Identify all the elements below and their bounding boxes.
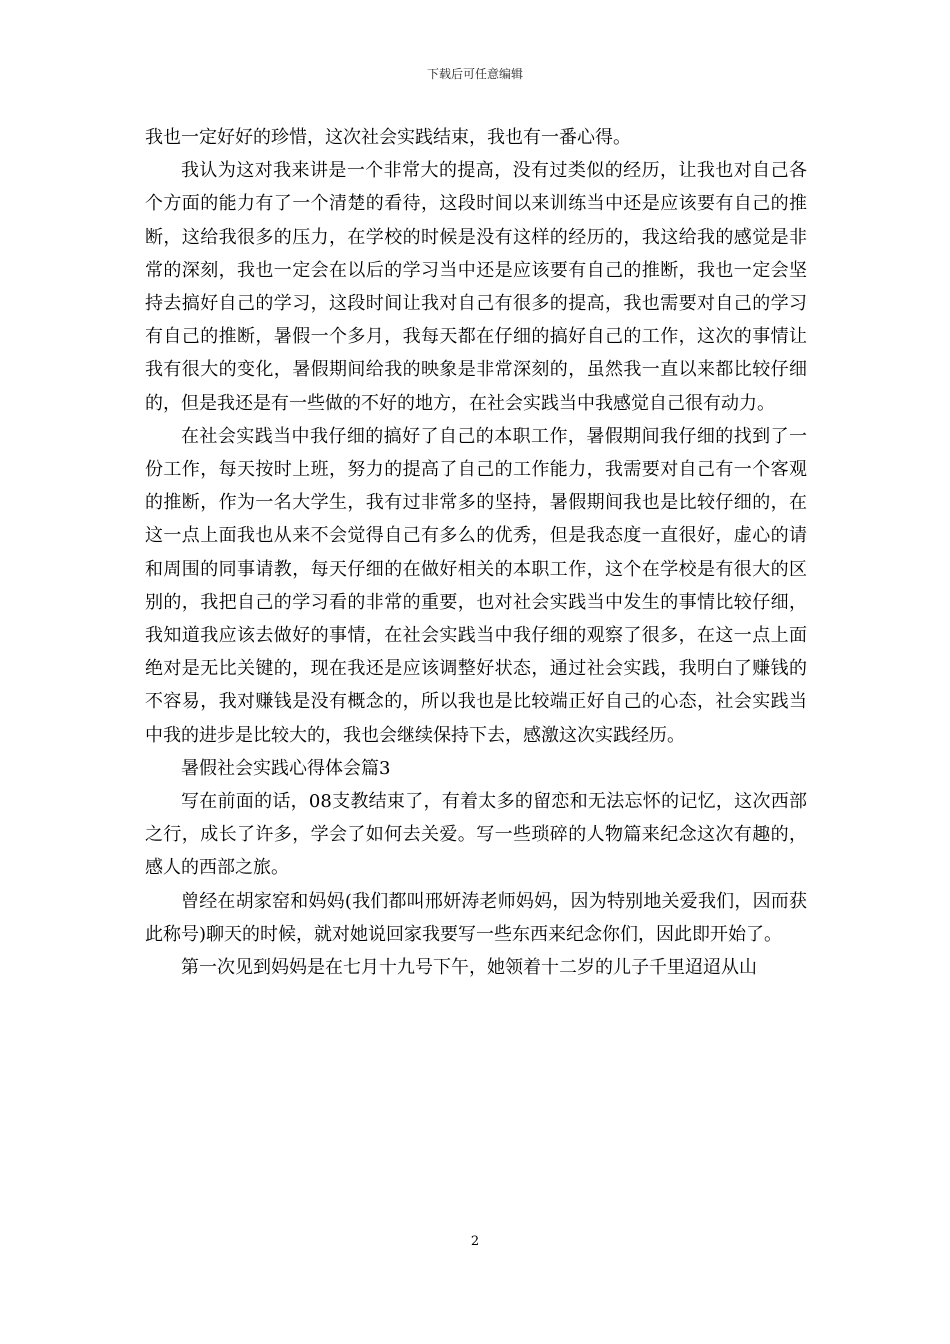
- paragraph: 我认为这对我来讲是一个非常大的提高，没有过类似的经历，让我也对自己各个方面的能力有了一个清楚的看待，这段时间以来训练当中还是应该要有自己的推断，这给我很多的压力，在学校的时候是没有这样的经历的，我这给我的感觉是非常的深刻，我也一定会在以后的学习当中还是应该要有自己的推断，我也一定会坚持去搞好自己的学习，这段时间让我对自己有很多的提高，我也需要对自己的学习有自己的推断，暑假一个多月，我每天都在仔细的搞好自己的工作，这次的事情让我有很大的变化，暑假期间给我的映象是非常深刻的，虽然我一直以来都比较仔细的，但是我还是有一些做的不好的地方，在社会实践当中我感觉自己很有动力。: [145, 160, 807, 414]
- paragraph: 第一次见到妈妈是在七月十九号下午，她领着十二岁的儿子千里迢迢从山: [181, 957, 757, 979]
- page-header: 下载后可任意编辑: [426, 67, 523, 81]
- paragraph: 曾经在胡家窑和妈妈(我们都叫邢妍涛老师妈妈，因为特别地关爱我们，因而获此称号)聊天的时候，就对她说回家我要写一些东西来纪念你们，因此即开始了。: [145, 890, 807, 945]
- page-number: 2: [470, 1234, 480, 1249]
- section-heading: 暑假社会实践心得体会篇3: [181, 757, 391, 779]
- document-body: [145, 121, 807, 984]
- paragraph-continuation: 我也一定好好的珍惜，这次社会实践结束，我也有一番心得。: [145, 127, 631, 148]
- paragraph: 写在前面的话，08支教结束了，有着太多的留恋和无法忘怀的记忆，这次西部之行，成长了许多，学会了如何去关爱。写一些琐碎的人物篇来纪念这次有趣的，感人的西部之旅。: [145, 791, 807, 879]
- paragraph: 在社会实践当中我仔细的搞好了自己的本职工作，暑假期间我仔细的找到了一份工作，每天按时上班，努力的提高了自己的工作能力，我需要对自己有一个客观的推断，作为一名大学生，我有过非常多的坚持，暑假期间我也是比较仔细的，在这一点上面我也从来不会觉得自己有多么的优秀，但是我态度一直很好，虚心的请和周围的同事请教，每天仔细的在做好相关的本职工作，这个在学校是有很大的区别的，我把自己的学习看的非常的重要，也对社会实践当中发生的事情比较仔细，我知道我应该去做好的事情，在社会实践当中我仔细的观察了很多，在这一点上面绝对是无比关键的，现在我还是应该调整好状态，通过社会实践，我明白了赚钱的不容易，我对赚钱是没有概念的，所以我也是比较端正好自己的心态，社会实践当中我的进步是比较大的，我也会继续保持下去，感激这次实践经历。: [145, 425, 807, 746]
